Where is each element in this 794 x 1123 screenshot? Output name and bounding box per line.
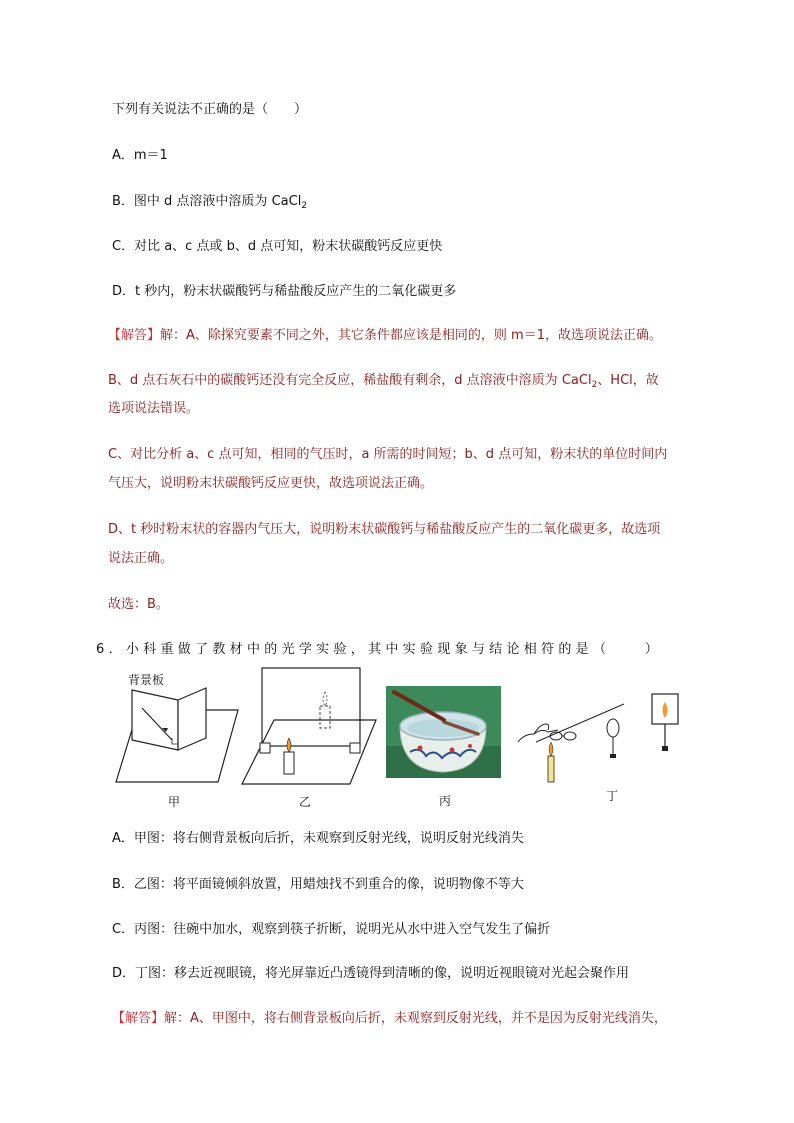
q5-answer-c-line2: 气压大，说明粉末状碳酸钙反应更快，故选项说法正确。: [108, 476, 434, 491]
q6-option-d: D．丁图：移去近视眼镜，将光屏靠近凸透镜得到清晰的像，说明近视眼镜对光起会聚作用: [112, 966, 630, 981]
q5-option-a: A．m＝1: [112, 148, 168, 163]
q6-option-c: C．丙图：往碗中加水，观察到筷子折断，说明光从水中进入空气发生了偏折: [112, 922, 551, 937]
figure-ding-label: 丁: [606, 789, 619, 803]
q5-answer-d-line1: D、t 秒时粉末状的容器内气压大，说明粉末状碳酸钙与稀盐酸反应产生的二氧化碳更多，故选项: [108, 522, 661, 537]
figure-bing-label: 丙: [439, 794, 452, 808]
q5-stem: 下列有关说法不正确的是（ ）: [112, 102, 308, 117]
q5-answer-c-line1: C、对比分析 a、c 点可知，相同的气压时，a 所需的时间短；b、d 点可知，粉末状的单位时间内: [108, 447, 668, 462]
figure-yi-label: 乙: [299, 795, 312, 809]
q6-option-a: A．甲图：将右侧背景板向后折，未观察到反射光线，说明反射光线消失: [112, 831, 524, 846]
q5-answer-final: 故选：B。: [108, 597, 169, 612]
q6-stem: 6．小科重做了教材中的光学实验，其中实验现象与结论相符的是（ ）: [96, 642, 663, 657]
figure-ding: [514, 690, 694, 785]
q5-option-b: B．图中 d 点溶液中溶质为 CaCl$_2$: [112, 194, 308, 211]
q5-answer-b-line1: B、d 点石灰石中的碳酸钙还没有完全反应，稀盐酸有剩余，d 点溶液中溶质为 CaCl$_2$、HCl，故: [108, 373, 659, 390]
q6-option-b: B．乙图：将平面镜倾斜放置，用蜡烛找不到重合的像，说明物像不等大: [112, 877, 524, 892]
q5-option-c: C．对比 a、c 点或 b、d 点可知，粉末状碳酸钙反应更快: [112, 239, 443, 254]
figure-jia-label: 甲: [168, 795, 181, 809]
figure-jia-board-label: 背景板: [128, 673, 165, 687]
figure-bing-photo: [386, 686, 501, 778]
q5-answer-d-line2: 说法正确。: [108, 551, 174, 566]
figure-yi: [240, 664, 380, 788]
q5-answer-b-line2: 选项说法错误。: [108, 401, 200, 416]
q5-option-d: D．t 秒内，粉末状碳酸钙与稀盐酸反应产生的二氧化碳更多: [112, 284, 457, 299]
q5-answer-a: 【解答】解：A、除探究要素不同之外，其它条件都应该是相同的，则 m＝1，故选项说法正确。: [108, 328, 662, 343]
answer-tag: 【解答】: [108, 328, 161, 343]
answer-tag: 【解答】: [112, 1011, 165, 1026]
q6-answer-a: 【解答】解：A、甲图中，将右侧背景板向后折，未观察到反射光线，并不是因为反射光线消失，: [112, 1011, 667, 1026]
